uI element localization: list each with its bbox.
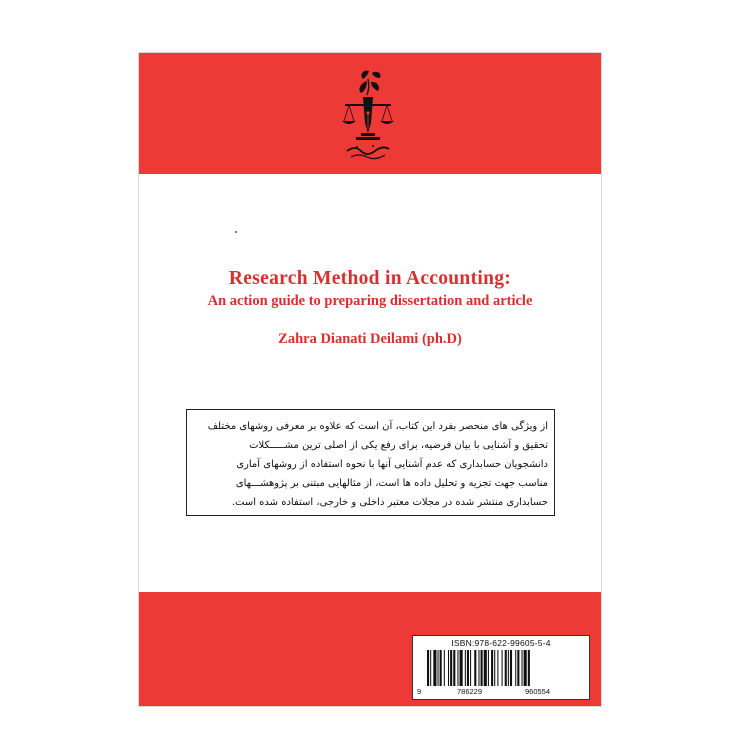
barcode-bar — [478, 650, 479, 686]
description-line: تحقیق و آشنایی با بیان فرضیه، برای رفع یکی از اصلی ترین مشـــــکلات — [249, 440, 548, 451]
barcode-bar — [430, 650, 431, 686]
barcode-bar — [484, 650, 487, 686]
barcode-bar — [470, 650, 471, 686]
barcode-bar — [465, 650, 466, 686]
barcode-right-digits: 960554 — [525, 687, 551, 696]
description-line: حسابداری منتشر شده در مجلات معتبر داخلی و خارجی، استفاده شده است. — [231, 497, 548, 508]
book-title: Research Method in Accounting: — [228, 268, 512, 289]
barcode-bar — [438, 650, 439, 686]
title-block — [139, 267, 601, 349]
barcode-bars — [427, 650, 577, 686]
description-line: از ویژگی های منحصر بفرد این کتاب، آن است که علاوه بر معرفی روشهای مختلف — [207, 421, 548, 432]
barcode-bar — [524, 650, 527, 686]
barcode-bar — [481, 650, 483, 686]
barcode-bar — [457, 650, 458, 686]
book-subtitle: An action guide to preparing dissertation and article — [207, 293, 533, 309]
description-box — [186, 409, 555, 516]
barcode-bar — [440, 650, 442, 686]
description-line: دانشجویان حسابداری که عدم آشنایی آنها با نحوه استفاده از روشهای آماری — [236, 459, 548, 470]
speck — [235, 231, 237, 233]
barcode-bar — [515, 650, 516, 686]
pen-scales-of-justice-icon — [339, 67, 395, 165]
barcode-bar — [494, 650, 495, 686]
barcode-first-digit: 9 — [417, 687, 422, 696]
barcode-bar — [491, 650, 493, 686]
barcode-bar — [502, 650, 503, 686]
description-line: مناسب جهت تجزیه و تحلیل داده ها است، از مثالهایی مبتنی بر پژوهشـــهای — [235, 478, 548, 489]
barcode-bar — [474, 650, 476, 686]
barcode-bar — [497, 650, 498, 686]
barcode-bar — [460, 650, 463, 686]
isbn-label: ISBN:978-622-99605-5-4 — [451, 638, 551, 648]
book-back-cover — [138, 52, 602, 707]
barcode-bar — [427, 650, 429, 686]
barcode-bar — [450, 650, 452, 686]
barcode-bar — [448, 650, 449, 686]
barcode-bar — [508, 650, 509, 686]
barcode-bar — [444, 650, 445, 686]
barcode-bar — [453, 650, 455, 686]
barcode-bar — [528, 650, 530, 686]
barcode-bar — [510, 650, 512, 686]
barcode-bar — [467, 650, 469, 686]
barcode-bar — [433, 650, 436, 686]
book-author: Zahra Dianati Deilami (ph.D) — [278, 331, 462, 347]
barcode-bar — [488, 650, 489, 686]
barcode-bar — [505, 650, 507, 686]
barcode-bar — [517, 650, 519, 686]
barcode-left-digits: 786229 — [457, 687, 483, 696]
barcode-bar — [522, 650, 523, 686]
barcode — [412, 635, 590, 700]
